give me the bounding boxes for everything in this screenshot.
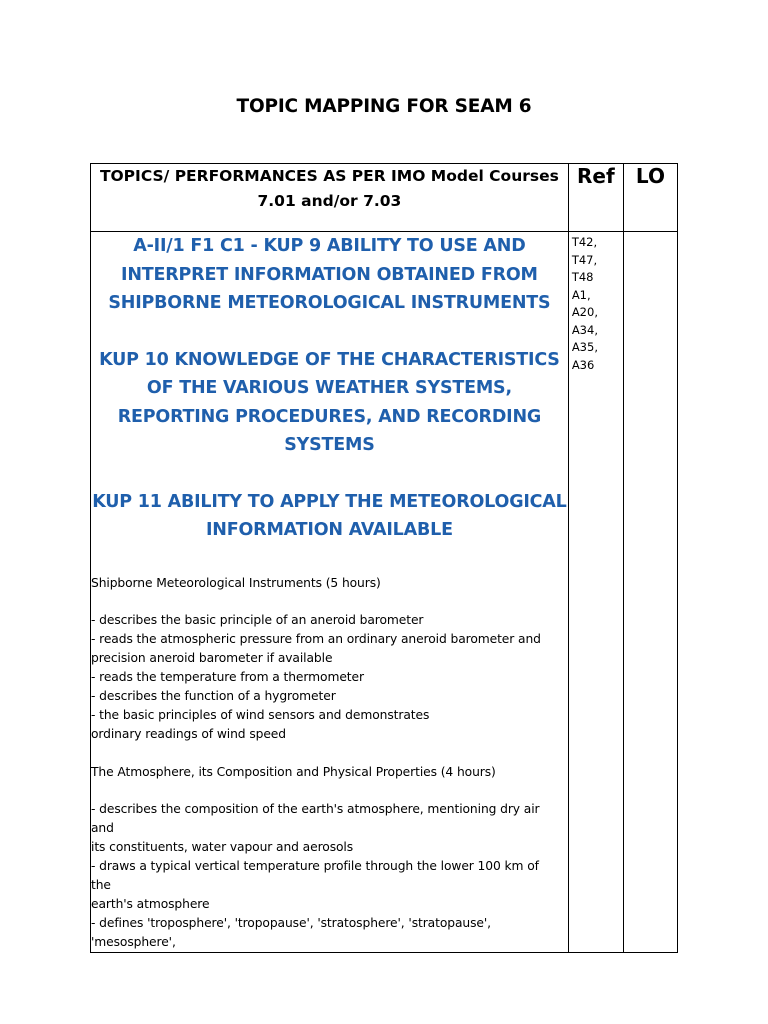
topic-line: 'mesosphere', [91,934,176,949]
topics-column-header: TOPICS/ PERFORMANCES AS PER IMO Model Courses 7.01 and/or 7.03 [91,164,569,232]
topic-mapping-table [90,163,678,953]
ref-code: T42, [571,235,598,249]
section-heading-instruments: Shipborne Meteorological Instruments (5 hours) [91,575,381,590]
section-heading-atmosphere: The Atmosphere, its Composition and Physical Properties (4 hours) [91,764,496,779]
topic-line: the [91,877,111,892]
lo-column-header: LO [623,164,677,232]
lo-cell [623,232,677,953]
topic-line: - reads the temperature from a thermometer [91,670,364,685]
topic-line: - describes the basic principle of an aneroid barometer [91,613,424,628]
topic-line: precision aneroid barometer if available [91,651,333,666]
ref-list [569,232,623,374]
ref-code: A20, [571,305,598,319]
ref-code: A36 [571,357,595,372]
topic-line: earth's atmosphere [91,896,210,911]
topic-line: - describes the composition of the earth's atmosphere, mentioning dry air [91,802,540,817]
kup-heading-10: KUP 10 KNOWLEDGE OF THE CHARACTERISTICS OF THE VARIOUS WEATHER SYSTEMS, REPORTING PROCEDURES, AND RECORDING SYSTEMS [99,349,560,455]
ref-column-header: Ref [568,164,623,232]
ref-code: A35, [571,340,598,354]
table-header-row [91,164,678,232]
topic-line: - describes the function of a hygrometer [91,688,336,703]
ref-code: T47, [571,252,598,267]
topic-line: - defines 'troposphere', 'tropopause', 'stratosphere', 'stratopause', [91,915,491,930]
ref-code: A1, [571,287,591,302]
topic-line: - draws a typical vertical temperature profile through the lower 100 km of [91,859,539,874]
ref-cell [568,232,623,953]
table-row [91,232,678,953]
document-title: TOPIC MAPPING FOR SEAM 6 [236,96,532,117]
topic-line: and [91,821,114,836]
topic-line: ordinary readings of wind speed [91,726,286,741]
topic-line: - the basic principles of wind sensors and demonstrates [91,707,430,722]
kup-heading-9: A-II/1 F1 C1 - KUP 9 ABILITY TO USE AND INTERPRET INFORMATION OBTAINED FROM SHIPBORNE METEOROLOGICAL INSTRUMENTS [108,236,551,313]
kup-heading-11: KUP 11 ABILITY TO APPLY THE METEOROLOGICAL INFORMATION AVAILABLE [92,491,567,540]
topic-line: its constituents, water vapour and aerosols [91,840,354,855]
ref-code: A34, [571,322,598,337]
topic-line: - reads the atmospheric pressure from an ordinary aneroid barometer and [91,632,541,647]
ref-code: T48 [571,270,594,284]
topics-cell [91,232,569,953]
